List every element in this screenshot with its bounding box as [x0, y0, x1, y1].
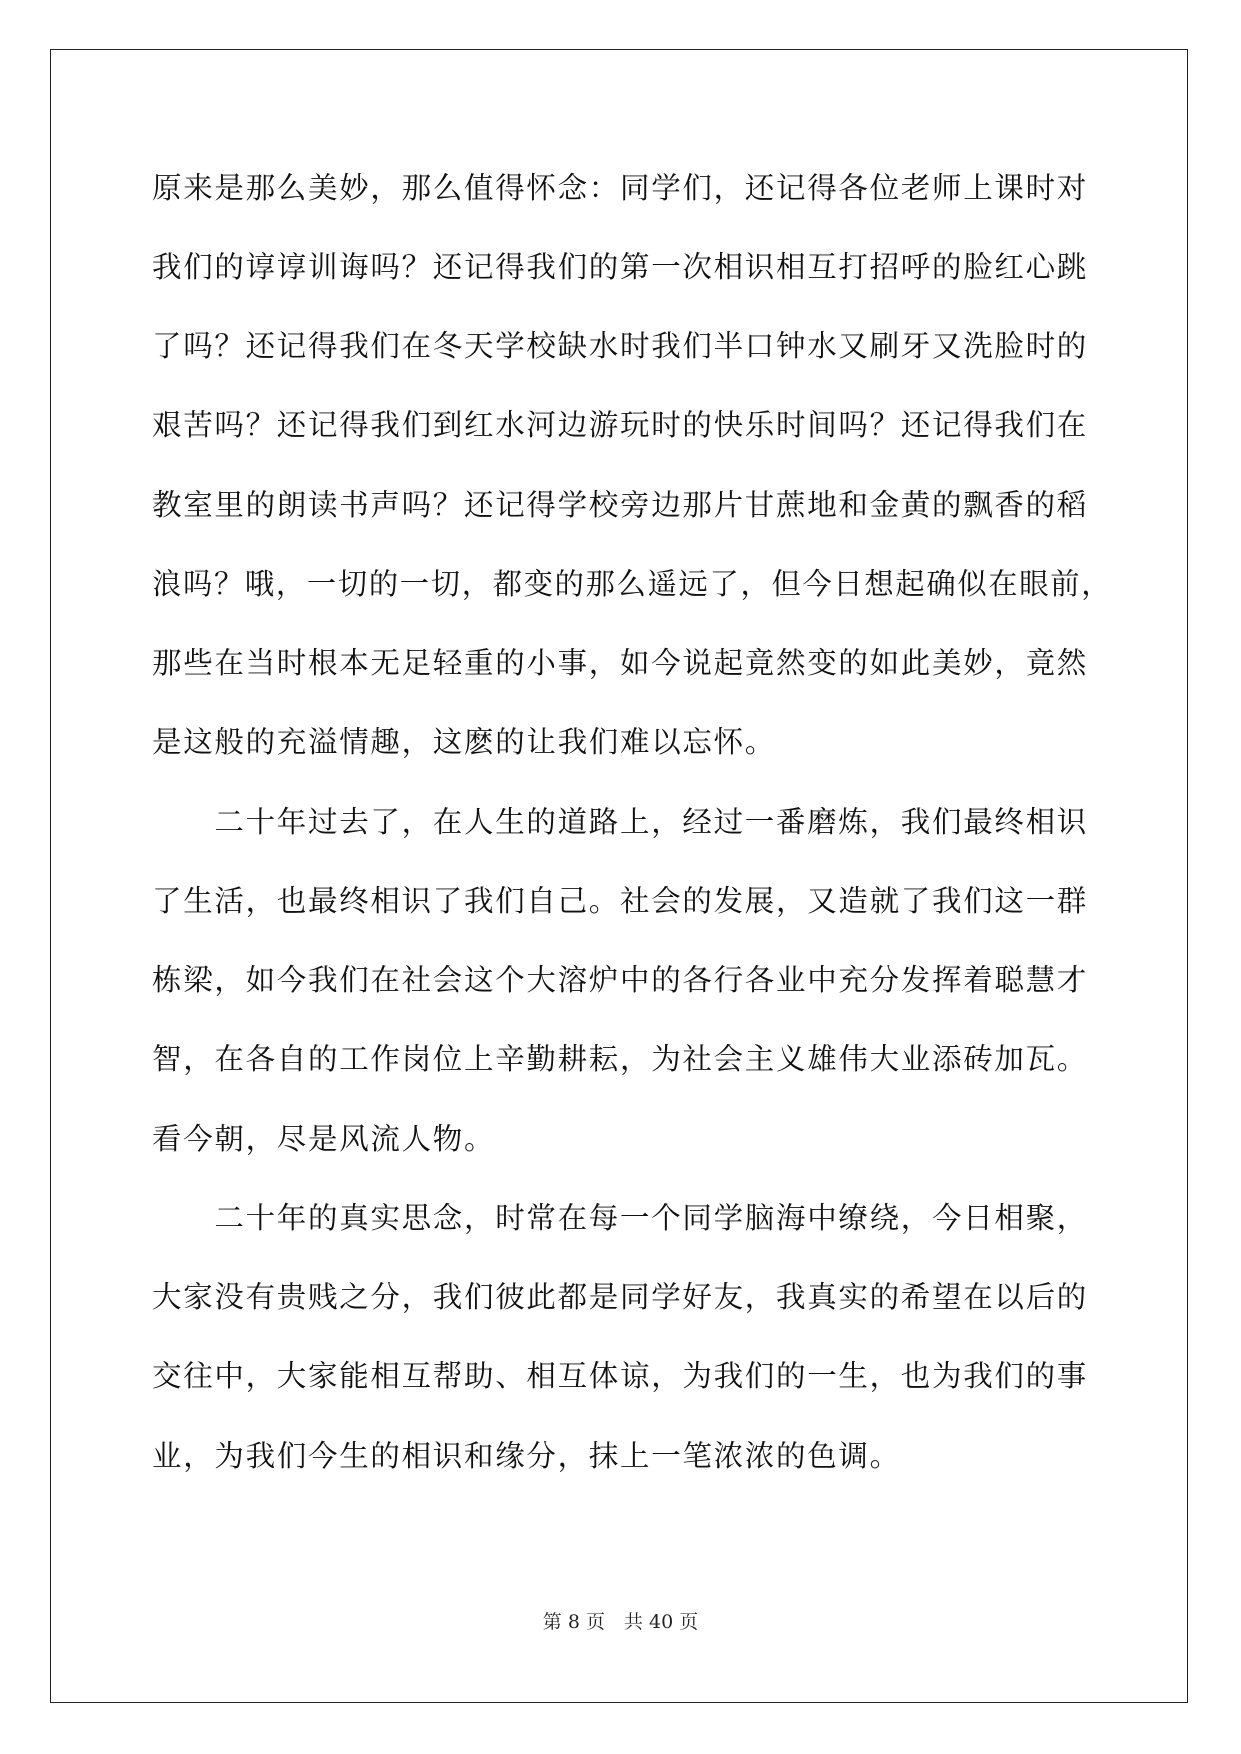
text-line: 大家没有贵贱之分，我们彼此都是同学好友，我真实的希望在以后的: [152, 1280, 1089, 1314]
text-line: 那些在当时根本无足轻重的小事，如今说起竟然变的如此美妙，竟然: [152, 646, 1089, 680]
page-number-footer: 第 8 页 共 40 页: [542, 1611, 699, 1633]
text-line: 浪吗？哦，一切的一切，都变的那么遥远了，但今日想起确似在眼前，: [152, 567, 1113, 601]
text-line: 二十年过去了，在人生的道路上，经过一番磨炼，我们最终相识: [152, 805, 1089, 839]
text-line: 栋梁，如今我们在社会这个大溶炉中的各行各业中充分发挥着聪慧才: [152, 963, 1089, 997]
text-line: 艰苦吗？还记得我们到红水河边游玩时的快乐时间吗？还记得我们在: [152, 408, 1089, 442]
text-line: 智，在各自的工作岗位上辛勤耕耘，为社会主义雄伟大业添砖加瓦。: [152, 1042, 1089, 1076]
text-line: 了生活，也最终相识了我们自己。社会的发展，又造就了我们这一群: [152, 884, 1089, 918]
text-line: 二十年的真实思念，时常在每一个同学脑海中缭绕，今日相聚，: [152, 1201, 1089, 1235]
text-line: 交往中，大家能相互帮助、相互体谅，为我们的一生，也为我们的事: [152, 1359, 1089, 1393]
text-line: 教室里的朗读书声吗？还记得学校旁边那片甘蔗地和金黄的飘香的稻: [152, 488, 1089, 522]
text-line: 看今朝，尽是风流人物。: [152, 1122, 496, 1156]
text-line: 了吗？还记得我们在冬天学校缺水时我们半口钟水又刷牙又洗脸时的: [152, 329, 1089, 363]
text-line: 原来是那么美妙，那么值得怀念：同学们，还记得各位老师上课时对: [152, 171, 1089, 205]
text-line: 业，为我们今生的相识和缘分，抹上一笔浓浓的色调。: [152, 1439, 901, 1473]
text-line: 是这般的充溢情趣，这麽的让我们难以忘怀。: [152, 725, 777, 759]
text-line: 我们的谆谆训诲吗？还记得我们的第一次相识相互打招呼的脸红心跳: [152, 250, 1089, 284]
